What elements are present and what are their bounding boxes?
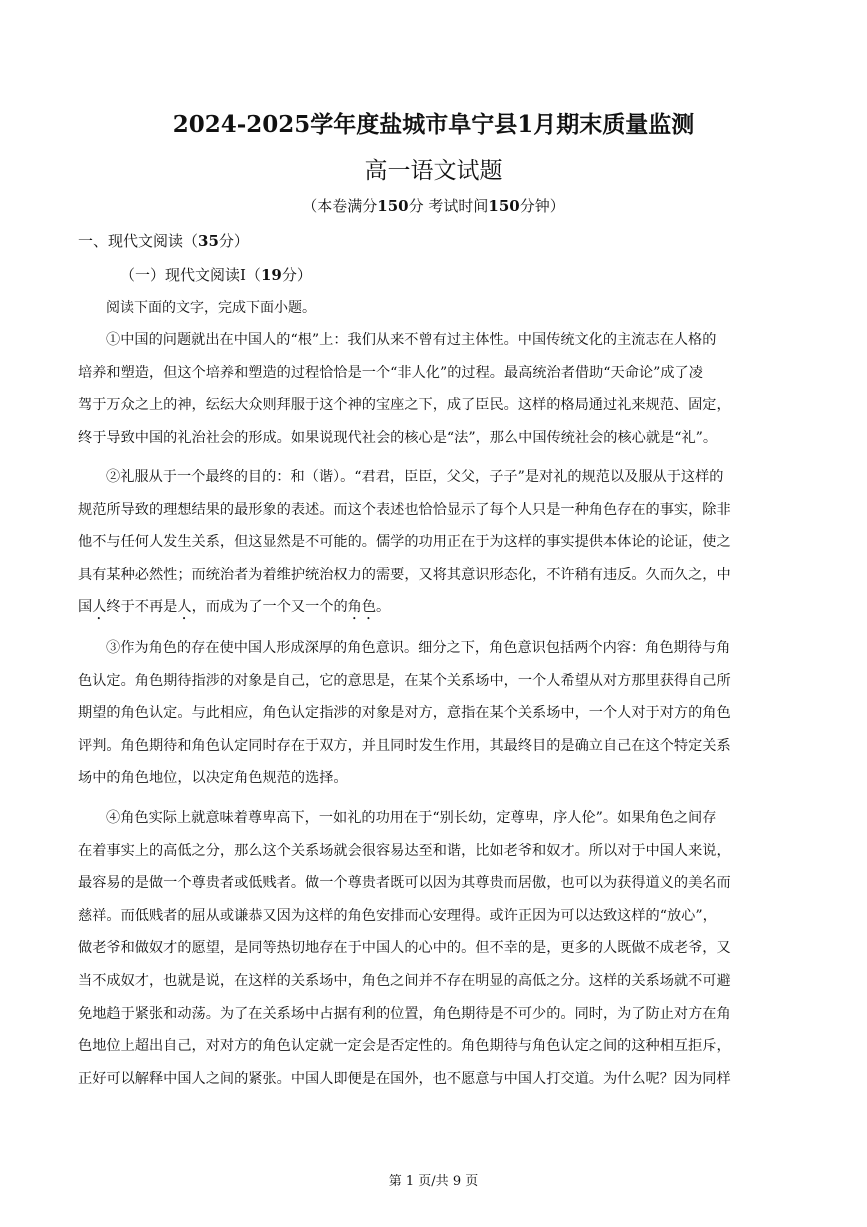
section-heading xyxy=(78,230,249,251)
page-title: 2024-2025学年度盐城市阜宁县1月期末质量监测 xyxy=(172,111,695,138)
paragraph-line: 当不成奴才，也就是说，在这样的关系场中，角色之间并不存在明显的高低之分。这样的关系场就不可避 xyxy=(78,972,731,989)
paragraph-line: 他不与任何人发生关系，但这显然是不可能的。儒学的功用正在于为这样的事实提供本体论的论证，使之 xyxy=(78,534,731,551)
subsection-title: （一）现代文阅读Ⅰ（ xyxy=(120,266,261,284)
page-footer: 第 1 页/共 9 页 xyxy=(388,1174,479,1189)
paragraph-line: 慈祥。而低贱者的屈从或谦恭又因为这样的角色安排而心安理得。或许正因为可以达致这样的“放心”， xyxy=(78,907,717,924)
emphasis-mark-text: 人 xyxy=(92,599,107,616)
text-run: 终于不再是 xyxy=(106,599,178,616)
paragraph-line: ③作为角色的存在使中国人形成深厚的角色意识。细分之下，角色意识包括两个内容：角色期待与角 xyxy=(106,640,731,656)
paragraph-line: 色地位上超出自己，对对方的角色认定就一定会是否定性的。角色期待与角色认定之间的这种相互拒斥， xyxy=(78,1038,731,1055)
subsection-heading xyxy=(120,264,312,285)
section-title-end: 分） xyxy=(218,232,249,250)
paragraph-line: 色认定。角色期待指涉的对象是自己，它的意思是，在某个关系场中，一个人希望从对方那里获得自己所 xyxy=(78,672,731,689)
subsection-title-end: 分） xyxy=(281,266,312,284)
paragraph-4 xyxy=(78,802,792,1095)
info-suffix: 分钟） xyxy=(519,197,565,215)
info-prefix: （本卷满分 xyxy=(302,197,378,215)
text-run: 。 xyxy=(376,599,391,616)
emphasis-mark-text: 角色 xyxy=(347,599,377,616)
paragraph-1 xyxy=(78,324,792,454)
paragraph-line: 驾于万众之上的神，纭纭大众则拜服于这个神的宝座之下，成了臣民。这样的格局通过礼来规范、固定， xyxy=(78,397,731,414)
paragraph-line: 具有某种必然性；而统治者为着维护统治权力的需要，又将其意识形态化，不许稍有违反。久而久之，中 xyxy=(78,566,731,583)
info-mid: 分 考试时间 xyxy=(408,197,489,215)
subsection-score: 19 xyxy=(260,266,282,284)
section-score: 35 xyxy=(198,232,219,250)
paragraph-line: 期望的角色认定。与此相应，角色认定指涉的对象是对方，意指在某个关系场中，一个人对于对方的角色 xyxy=(78,705,731,722)
section-title: 一、现代文阅读（ xyxy=(78,232,199,250)
paragraph-line: 终于导致中国的礼治社会的形成。如果说现代社会的核心是“法”，那么中国传统社会的核心就是“礼”。 xyxy=(78,429,718,446)
paragraph-line: 培养和塑造，但这个培养和塑造的过程恰恰是一个“非人化”的过程。最高统治者借助“天命论”成了凌 xyxy=(78,364,703,381)
text-run: ，而成为了一个又一个的 xyxy=(191,599,348,616)
paragraph-line: 场中的角色地位，以决定角色规范的选择。 xyxy=(78,770,348,787)
paragraph-line: ④角色实际上就意味着尊卑高下，一如礼的功用在于“别长幼，定尊卑，序人伦”。如果角色之间存 xyxy=(106,810,717,826)
reading-instruction: 阅读下面的文字，完成下面小题。 xyxy=(106,300,316,316)
page-subtitle: 高一语文试题 xyxy=(364,158,503,184)
text-run: 国 xyxy=(78,599,93,616)
paragraph-line: 评判。角色期待和角色认定同时存在于双方，并且同时发生作用，其最终目的是确立自己在这个特定关系 xyxy=(78,737,731,754)
paragraph-line: 最容易的是做一个尊贵者或低贱者。做一个尊贵者既可以因为其尊贵而居傲，也可以为获得道义的美名而 xyxy=(78,875,731,892)
paragraph-line: ①中国的问题就出在中国人的“根”上：我们从来不曾有过主体性。中国传统文化的主流志在人格的 xyxy=(106,332,717,348)
paragraph-line: 免地趋于紧张和动荡。为了在关系场中占据有利的位置，角色期待是不可少的。同时，为了防止对方在角 xyxy=(78,1005,731,1022)
paragraph-line: 规范所导致的理想结果的最形象的表述。而这个表述也恰恰显示了每个人只是一种角色存在的事实，除非 xyxy=(78,501,731,518)
paragraph-2 xyxy=(78,461,792,624)
info-score: 150 xyxy=(377,197,409,215)
paragraph-line: 正好可以解释中国人之间的紧张。中国人即便是在国外，也不愿意与中国人打交道。为什么呢？因为同样 xyxy=(78,1070,731,1087)
paragraph-line: 做老爷和做奴才的愿望，是同等热切地存在于中国人的心中的。但不幸的是，更多的人既做不成老爷，又 xyxy=(78,940,731,957)
paragraph-line: ②礼服从于一个最终的目的：和（谐）。“君君，臣臣，父父，子子”是对礼的规范以及服从于这样的 xyxy=(106,469,724,485)
paragraph-line xyxy=(78,591,792,624)
exam-info xyxy=(0,195,867,216)
paragraph-line: 在着事实上的高低之分，那么这个关系场就会很容易达至和谐，比如老爷和奴才。所以对于中国人来说， xyxy=(78,842,731,859)
info-time: 150 xyxy=(488,197,520,215)
emphasis-mark-text: 人 xyxy=(177,599,192,616)
paragraph-3 xyxy=(78,632,792,795)
